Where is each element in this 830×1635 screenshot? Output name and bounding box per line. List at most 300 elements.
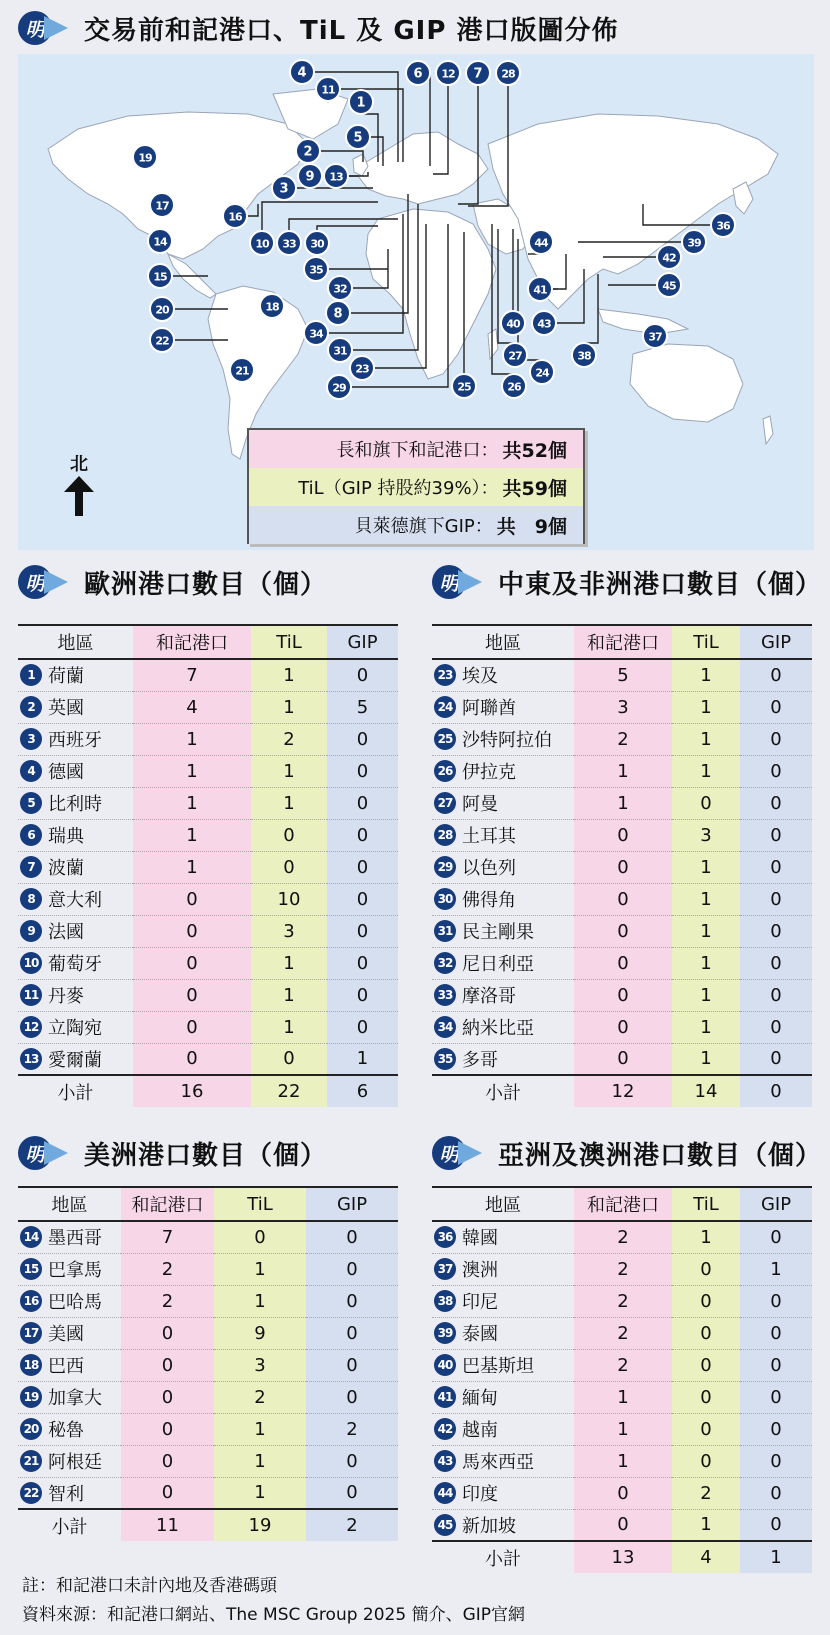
logo-circle: 明 <box>18 1136 52 1170</box>
svg-text:44: 44 <box>534 236 548 250</box>
europe-port-table <box>18 624 398 1107</box>
region-cell <box>18 723 133 755</box>
port-marker-42 <box>657 245 681 269</box>
til-count: 1 <box>672 1221 740 1253</box>
region-name: 葡萄牙 <box>48 954 102 975</box>
region-name: 印尼 <box>462 1292 498 1313</box>
port-number-badge: 17 <box>20 1322 42 1344</box>
svg-text:12: 12 <box>441 67 455 81</box>
hutchison-count: 3 <box>574 691 672 723</box>
table-row <box>18 947 398 979</box>
port-number-badge: 21 <box>20 1450 42 1472</box>
til-count: 0 <box>672 1413 740 1445</box>
legend-row-til <box>249 468 583 506</box>
americas-title: 美洲港口數目（個） <box>84 1140 328 1171</box>
table-row <box>432 1285 812 1317</box>
til-count: 2 <box>672 1477 740 1509</box>
port-number-badge: 41 <box>434 1386 456 1408</box>
logo-triangle <box>458 1141 482 1165</box>
region-cell <box>18 787 133 819</box>
region-cell <box>18 1445 121 1477</box>
gip-count: 0 <box>740 851 812 883</box>
region-name: 波蘭 <box>48 858 84 879</box>
logo-triangle <box>44 16 68 40</box>
table-row <box>432 979 812 1011</box>
svg-text:5: 5 <box>353 130 363 146</box>
svg-text:25: 25 <box>457 380 471 394</box>
til-count: 0 <box>214 1221 306 1253</box>
region-name: 阿聯酋 <box>462 698 516 719</box>
americas-port-table <box>18 1186 398 1541</box>
region-name: 韓國 <box>462 1228 498 1250</box>
svg-text:9: 9 <box>305 169 315 185</box>
port-marker-24 <box>530 360 554 384</box>
til-count: 1 <box>214 1445 306 1477</box>
til-count: 1 <box>672 979 740 1011</box>
svg-text:8: 8 <box>333 306 343 322</box>
svg-text:17: 17 <box>155 199 169 213</box>
col-header-gip: GIP <box>327 625 398 659</box>
port-number-badge: 15 <box>20 1258 42 1280</box>
region-name: 德國 <box>48 762 84 783</box>
til-count: 0 <box>672 1445 740 1477</box>
port-marker-33 <box>277 231 301 255</box>
hutchison-count: 0 <box>121 1381 214 1413</box>
gip-count: 0 <box>740 1509 812 1541</box>
svg-text:15: 15 <box>153 270 167 284</box>
region-name: 英國 <box>48 698 84 719</box>
til-count: 0 <box>672 1285 740 1317</box>
legend-label: TiL（GIP 持股約39%）： <box>298 478 499 499</box>
hutchison-count: 1 <box>574 1445 672 1477</box>
logo-triangle <box>44 570 68 594</box>
port-marker-13 <box>324 164 348 188</box>
region-name: 印度 <box>462 1484 498 1505</box>
hutchison-count: 0 <box>133 883 251 915</box>
port-number-badge: 16 <box>20 1290 42 1312</box>
region-cell <box>432 1509 574 1541</box>
til-count: 1 <box>672 1011 740 1043</box>
svg-text:22: 22 <box>155 334 169 348</box>
hutchison-count: 0 <box>574 819 672 851</box>
table-row <box>18 1317 398 1349</box>
gip-subtotal: 6 <box>327 1075 398 1107</box>
port-marker-34 <box>304 321 328 345</box>
region-cell <box>18 1413 121 1445</box>
footnote: 註：和記港口未計內地及香港碼頭 <box>22 1576 277 1596</box>
region-name: 澳洲 <box>462 1260 498 1281</box>
region-name: 埃及 <box>462 666 498 688</box>
region-name: 佛得角 <box>462 890 516 911</box>
port-marker-45 <box>657 273 681 297</box>
region-name: 尼日利亞 <box>462 954 534 975</box>
table-row <box>18 659 398 691</box>
col-header-til: TiL <box>214 1187 306 1221</box>
logo-triangle <box>44 1141 68 1165</box>
port-number-badge: 38 <box>434 1290 456 1312</box>
gip-count: 0 <box>327 915 398 947</box>
europe-title: 歐洲港口數目（個） <box>84 569 328 600</box>
gip-count: 0 <box>327 723 398 755</box>
port-number-badge: 18 <box>20 1354 42 1376</box>
port-number-badge: 31 <box>434 920 456 942</box>
col-header-region: 地區 <box>432 1187 574 1221</box>
svg-text:30: 30 <box>310 237 324 251</box>
port-number-badge: 24 <box>434 696 456 718</box>
asia-australia-port-table <box>432 1186 812 1573</box>
newspaper-logo <box>432 1135 490 1171</box>
legend-row-gip <box>249 506 583 544</box>
legend-label: 長和旗下和記港口： <box>336 440 499 461</box>
port-marker-22 <box>150 328 174 352</box>
til-count: 2 <box>214 1381 306 1413</box>
svg-text:10: 10 <box>255 237 269 251</box>
hutchison-count: 7 <box>121 1221 214 1253</box>
logo-circle: 明 <box>18 11 52 45</box>
port-number-badge: 33 <box>434 984 456 1006</box>
hutchison-count: 0 <box>574 1011 672 1043</box>
region-cell <box>432 1445 574 1477</box>
port-number-badge: 27 <box>434 792 456 814</box>
region-name: 泰國 <box>462 1324 498 1345</box>
svg-text:43: 43 <box>537 317 551 331</box>
port-marker-11 <box>316 77 340 101</box>
svg-text:6: 6 <box>413 66 423 82</box>
north-arrow-icon <box>64 476 94 516</box>
subtotal-row <box>18 1509 398 1541</box>
hutchison-count: 1 <box>133 787 251 819</box>
port-number-badge: 7 <box>20 856 42 878</box>
hutchison-count: 0 <box>574 1477 672 1509</box>
port-marker-16 <box>223 204 247 228</box>
gip-count: 0 <box>306 1221 398 1253</box>
til-subtotal: 19 <box>214 1509 306 1541</box>
table-row <box>18 1221 398 1253</box>
col-header-til: TiL <box>672 625 740 659</box>
til-count: 1 <box>672 947 740 979</box>
port-marker-18 <box>260 294 284 318</box>
svg-text:20: 20 <box>155 303 169 317</box>
logo-circle: 明 <box>432 565 466 599</box>
region-cell <box>432 1011 574 1043</box>
subtotal-label: 小計 <box>432 1075 574 1107</box>
legend-row-hutchison <box>249 430 583 468</box>
col-header-til: TiL <box>251 625 327 659</box>
asia-australia-header <box>432 1133 822 1173</box>
region-cell <box>18 1011 133 1043</box>
col-header-region: 地區 <box>18 1187 121 1221</box>
port-number-badge: 4 <box>20 760 42 782</box>
subtotal-row <box>18 1075 398 1107</box>
til-count: 3 <box>214 1349 306 1381</box>
table-row <box>432 1413 812 1445</box>
port-number-badge: 23 <box>434 664 456 686</box>
port-marker-29 <box>327 375 351 399</box>
hutchison-count: 2 <box>574 1253 672 1285</box>
col-header-hutchison: 和記港口 <box>121 1187 214 1221</box>
region-name: 多哥 <box>462 1049 498 1071</box>
port-number-badge: 29 <box>434 856 456 878</box>
port-number-badge: 20 <box>20 1418 42 1440</box>
port-marker-37 <box>643 324 667 348</box>
gip-count: 0 <box>306 1253 398 1285</box>
newspaper-logo <box>432 564 490 600</box>
hutchison-count: 1 <box>133 755 251 787</box>
legend-value: 共52個 <box>502 439 567 462</box>
table-row <box>432 1011 812 1043</box>
svg-text:3: 3 <box>279 181 289 197</box>
til-count: 2 <box>251 723 327 755</box>
gip-count: 0 <box>740 1011 812 1043</box>
svg-text:28: 28 <box>501 67 515 81</box>
port-marker-41 <box>528 277 552 301</box>
svg-text:45: 45 <box>662 279 676 293</box>
svg-text:26: 26 <box>507 380 521 394</box>
hutchison-subtotal: 16 <box>133 1075 251 1107</box>
port-number-badge: 22 <box>20 1482 42 1504</box>
gip-count: 0 <box>327 883 398 915</box>
hutchison-count: 1 <box>133 723 251 755</box>
til-count: 1 <box>672 659 740 691</box>
hutchison-count: 1 <box>133 819 251 851</box>
hutchison-count: 1 <box>574 1381 672 1413</box>
hutchison-subtotal: 11 <box>121 1509 214 1541</box>
port-marker-35 <box>304 257 328 281</box>
region-cell <box>432 915 574 947</box>
hutchison-count: 0 <box>133 915 251 947</box>
newspaper-logo <box>18 1135 76 1171</box>
col-header-gip: GIP <box>306 1187 398 1221</box>
americas-header <box>18 1133 327 1173</box>
svg-text:38: 38 <box>577 349 591 363</box>
port-marker-30 <box>305 231 329 255</box>
gip-subtotal: 1 <box>740 1541 812 1573</box>
hutchison-count: 2 <box>574 1349 672 1381</box>
port-number-badge: 3 <box>20 728 42 750</box>
port-number-badge: 13 <box>20 1048 42 1070</box>
col-header-hutchison: 和記港口 <box>574 625 672 659</box>
port-number-badge: 45 <box>434 1514 456 1536</box>
region-name: 智利 <box>48 1483 84 1505</box>
hutchison-count: 2 <box>121 1285 214 1317</box>
hutchison-count: 0 <box>574 883 672 915</box>
hutchison-count: 2 <box>574 1285 672 1317</box>
gip-count: 0 <box>306 1477 398 1509</box>
region-cell <box>432 851 574 883</box>
til-count: 1 <box>214 1253 306 1285</box>
til-subtotal: 14 <box>672 1075 740 1107</box>
table-row <box>432 883 812 915</box>
region-cell <box>18 691 133 723</box>
gip-count: 0 <box>327 787 398 819</box>
til-count: 0 <box>672 1381 740 1413</box>
til-count: 10 <box>251 883 327 915</box>
port-count-legend <box>247 428 585 544</box>
til-count: 0 <box>672 787 740 819</box>
region-cell <box>432 979 574 1011</box>
til-count: 0 <box>251 851 327 883</box>
port-number-badge: 19 <box>20 1386 42 1408</box>
subtotal-label: 小計 <box>18 1509 121 1541</box>
table-row <box>432 851 812 883</box>
til-count: 1 <box>214 1413 306 1445</box>
port-number-badge: 39 <box>434 1322 456 1344</box>
hutchison-count: 0 <box>574 915 672 947</box>
region-cell <box>432 1477 574 1509</box>
region-name: 加拿大 <box>48 1388 102 1409</box>
port-marker-9 <box>298 164 322 188</box>
svg-text:21: 21 <box>235 364 249 378</box>
region-cell <box>432 691 574 723</box>
port-marker-1 <box>349 90 373 114</box>
gip-count: 0 <box>740 787 812 819</box>
region-name: 巴哈馬 <box>48 1292 102 1313</box>
hutchison-count: 0 <box>133 979 251 1011</box>
port-number-badge: 36 <box>434 1226 456 1248</box>
port-number-badge: 30 <box>434 888 456 910</box>
region-name: 土耳其 <box>462 826 516 847</box>
port-number-badge: 37 <box>434 1258 456 1280</box>
til-count: 0 <box>251 819 327 851</box>
til-count: 3 <box>672 819 740 851</box>
port-number-badge: 8 <box>20 888 42 910</box>
til-count: 0 <box>251 1043 327 1075</box>
region-name: 法國 <box>48 922 84 943</box>
logo-triangle <box>458 570 482 594</box>
gip-count: 0 <box>327 659 398 691</box>
region-cell <box>18 883 133 915</box>
region-cell <box>18 755 133 787</box>
gip-count: 0 <box>740 659 812 691</box>
region-cell <box>432 1413 574 1445</box>
port-number-badge: 10 <box>20 952 42 974</box>
port-marker-23 <box>350 356 374 380</box>
port-number-badge: 43 <box>434 1450 456 1472</box>
gip-subtotal: 2 <box>306 1509 398 1541</box>
region-cell <box>432 1043 574 1075</box>
svg-text:42: 42 <box>662 251 676 265</box>
hutchison-count: 0 <box>574 851 672 883</box>
gip-count: 0 <box>740 1349 812 1381</box>
port-marker-44 <box>529 230 553 254</box>
port-number-badge: 35 <box>434 1048 456 1070</box>
table-row <box>18 915 398 947</box>
port-marker-8 <box>326 301 350 325</box>
hutchison-count: 2 <box>574 1317 672 1349</box>
gip-count: 0 <box>740 1477 812 1509</box>
port-marker-5 <box>346 125 370 149</box>
region-cell <box>18 1221 121 1253</box>
til-count: 0 <box>672 1317 740 1349</box>
hutchison-count: 0 <box>574 1043 672 1075</box>
col-header-gip: GIP <box>740 1187 812 1221</box>
table-row <box>18 723 398 755</box>
svg-text:16: 16 <box>228 210 242 224</box>
svg-text:19: 19 <box>138 151 152 165</box>
gip-count: 0 <box>740 1317 812 1349</box>
region-cell <box>18 915 133 947</box>
region-name: 美國 <box>48 1324 84 1345</box>
til-count: 1 <box>672 755 740 787</box>
table-row <box>432 1253 812 1285</box>
gip-count: 0 <box>740 1285 812 1317</box>
region-name: 意大利 <box>48 890 102 911</box>
region-cell <box>18 1317 121 1349</box>
gip-count: 0 <box>740 979 812 1011</box>
region-cell <box>432 755 574 787</box>
region-cell <box>18 947 133 979</box>
region-cell <box>432 723 574 755</box>
table-row <box>18 1477 398 1509</box>
region-cell <box>432 819 574 851</box>
port-number-badge: 34 <box>434 1016 456 1038</box>
region-name: 納米比亞 <box>462 1018 534 1039</box>
gip-count: 0 <box>327 755 398 787</box>
gip-count: 0 <box>740 691 812 723</box>
port-marker-6 <box>406 61 430 85</box>
svg-text:1: 1 <box>356 95 366 111</box>
gip-count: 0 <box>327 979 398 1011</box>
table-row <box>432 755 812 787</box>
table-row <box>18 819 398 851</box>
hutchison-count: 0 <box>121 1349 214 1381</box>
region-cell <box>432 1221 574 1253</box>
svg-text:27: 27 <box>508 349 522 363</box>
region-name: 越南 <box>462 1420 498 1441</box>
gip-count: 2 <box>306 1413 398 1445</box>
region-cell <box>18 1477 121 1509</box>
region-name: 以色列 <box>462 858 516 879</box>
hutchison-count: 0 <box>121 1477 214 1509</box>
table-row <box>432 819 812 851</box>
port-marker-21 <box>230 358 254 382</box>
svg-text:7: 7 <box>473 66 483 82</box>
gip-count: 0 <box>740 1413 812 1445</box>
region-name: 新加坡 <box>462 1515 516 1537</box>
hutchison-subtotal: 12 <box>574 1075 672 1107</box>
region-cell <box>18 1285 121 1317</box>
port-number-badge: 25 <box>434 728 456 750</box>
hutchison-count: 0 <box>121 1445 214 1477</box>
gip-count: 1 <box>740 1253 812 1285</box>
til-count: 1 <box>251 691 327 723</box>
port-marker-20 <box>150 297 174 321</box>
gip-count: 1 <box>327 1043 398 1075</box>
region-cell <box>432 787 574 819</box>
mideast-africa-header <box>432 562 822 602</box>
hutchison-count: 2 <box>574 723 672 755</box>
table-row <box>432 1381 812 1413</box>
hutchison-count: 0 <box>574 979 672 1011</box>
col-header-gip: GIP <box>740 625 812 659</box>
port-marker-2 <box>296 139 320 163</box>
table-row <box>18 1445 398 1477</box>
hutchison-count: 0 <box>574 1509 672 1541</box>
table-row <box>432 1043 812 1075</box>
table-row <box>432 787 812 819</box>
hutchison-count: 1 <box>574 787 672 819</box>
table-row <box>432 1221 812 1253</box>
region-cell <box>18 819 133 851</box>
table-row <box>18 883 398 915</box>
til-subtotal: 4 <box>672 1541 740 1573</box>
north-indicator <box>64 450 94 521</box>
hutchison-count: 4 <box>133 691 251 723</box>
port-marker-32 <box>328 276 352 300</box>
port-number-badge: 40 <box>434 1354 456 1376</box>
source-note: 資料來源：和記港口網站、The MSC Group 2025 簡介、GIP官網 <box>22 1605 526 1625</box>
svg-text:2: 2 <box>303 144 313 160</box>
